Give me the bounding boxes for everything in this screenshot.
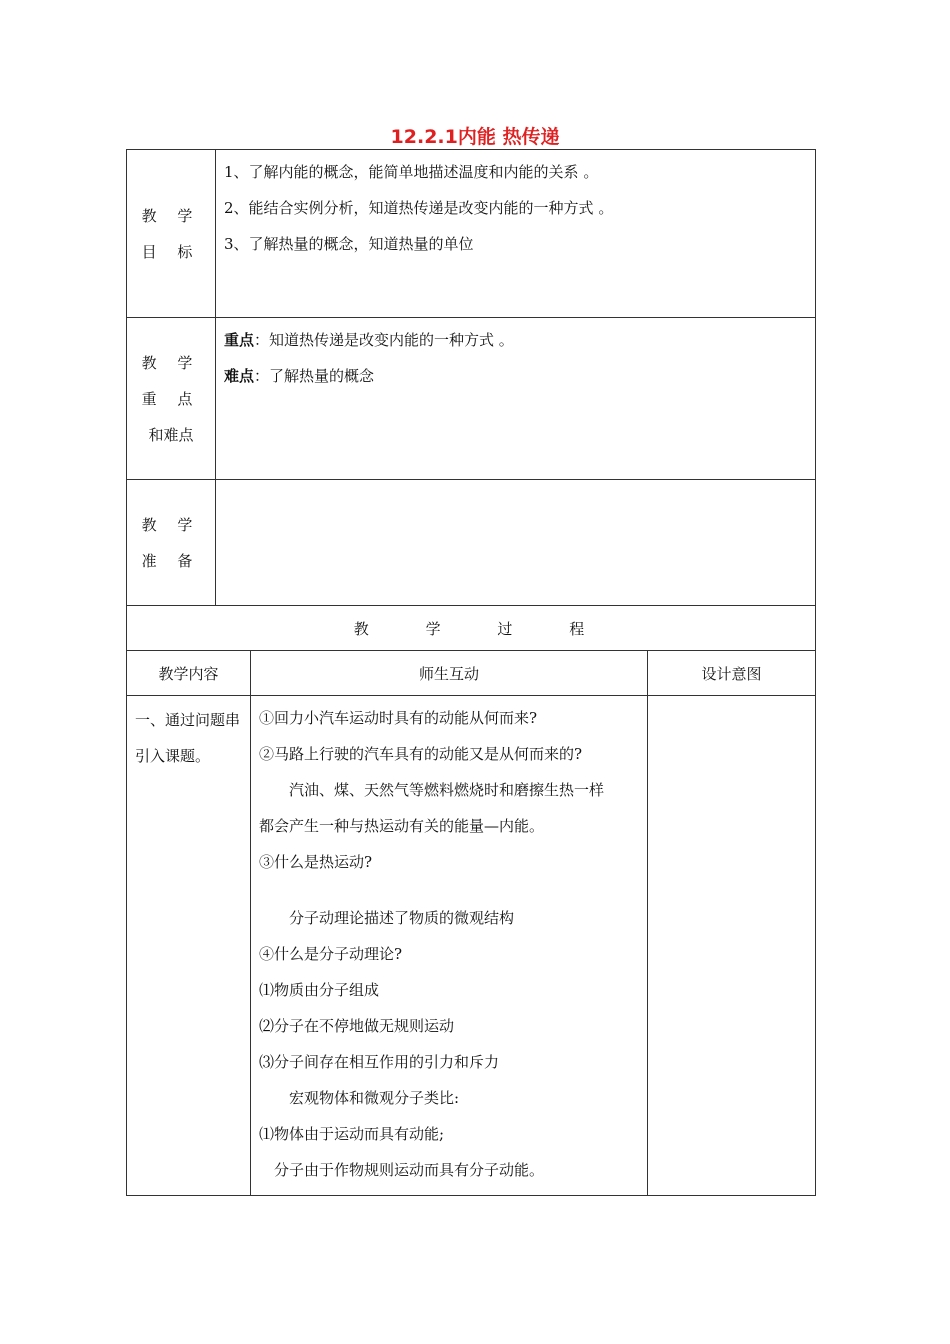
- interaction-line: ②马路上行驶的汽车具有的动能又是从何而来的?: [259, 745, 583, 763]
- process-body-row: [127, 696, 816, 1196]
- key-point-label: 重点: [224, 331, 255, 349]
- interaction-line: 都会产生一种与热运动有关的能量—内能。: [259, 817, 545, 835]
- process-title-char: 过: [497, 619, 517, 638]
- spacer: [259, 880, 639, 900]
- keypoints-content: [216, 318, 816, 480]
- prep-label-line2: 准 备: [141, 551, 201, 570]
- interaction-line: ①回力小汽车运动时具有的动能从何而来?: [259, 709, 538, 727]
- interaction-cell: [251, 696, 648, 1196]
- interaction-line: 汽油、煤、天然气等燃料燃烧时和磨擦生热一样: [289, 781, 605, 799]
- process-title-table: [126, 605, 816, 651]
- interaction-line: ⑶分子间存在相互作用的引力和斥力: [259, 1053, 500, 1071]
- process-title-char: 程: [569, 619, 589, 638]
- prep-label-line1: 教 学: [141, 515, 201, 534]
- process-title-char: 教: [353, 619, 373, 638]
- process-title: [127, 606, 816, 651]
- header-content: 教学内容: [127, 651, 251, 696]
- hard-point: [224, 358, 807, 394]
- header-interaction: 师生互动: [251, 651, 648, 696]
- keypoints-row: [127, 318, 816, 480]
- overview-table: [126, 149, 816, 606]
- interaction-line: ⑴物体由于运动而具有动能;: [259, 1125, 445, 1143]
- intent-cell: [648, 696, 816, 1196]
- interaction-line: ⑵分子在不停地做无规则运动: [259, 1017, 455, 1035]
- interaction-line: ④什么是分子动理论?: [259, 945, 403, 963]
- hard-point-text: ：了解热量的概念: [254, 367, 375, 385]
- interaction-line: 宏观物体和微观分子类比:: [289, 1089, 460, 1107]
- interaction-line: ⑴物质由分子组成: [259, 981, 380, 999]
- key-point: [224, 322, 807, 358]
- prep-label: [127, 480, 216, 606]
- process-title-char: 学: [425, 619, 445, 638]
- goals-label-line1: 教 学: [141, 206, 201, 225]
- interaction-line: ③什么是热运动?: [259, 853, 373, 871]
- goals-label: [127, 150, 216, 318]
- key-point-text: ：知道热传递是改变内能的一种方式 。: [254, 331, 514, 349]
- document-title: 12.2.1内能 热传递: [390, 126, 560, 148]
- process-table: [126, 650, 816, 1196]
- interaction-line: 分子由于作物规则运动而具有分子动能。: [274, 1161, 545, 1179]
- process-header-row: [127, 651, 816, 696]
- goal-item: 3、了解热量的概念，知道热量的单位: [224, 235, 474, 253]
- keypoints-label-line1: 教 学: [141, 353, 201, 372]
- goals-label-line2: 目 标: [141, 242, 201, 261]
- goals-row: [127, 150, 816, 318]
- content-cell: [127, 696, 251, 1196]
- interaction-line: 分子动理论描述了物质的微观结构: [289, 909, 515, 927]
- goal-item: 2、能结合实例分析，知道热传递是改变内能的一种方式 。: [224, 199, 614, 217]
- keypoints-label-line3: 和难点: [148, 425, 194, 444]
- hard-point-label: 难点: [224, 367, 255, 385]
- content-text: 一、通过问题串引入课题。: [135, 711, 241, 765]
- header-intent: 设计意图: [648, 651, 816, 696]
- prep-content: [216, 480, 816, 606]
- goals-content: [216, 150, 816, 318]
- keypoints-label-line2: 重 点: [141, 389, 201, 408]
- goal-item: 1、了解内能的概念，能简单地描述温度和内能的关系 。: [224, 163, 599, 181]
- prep-row: [127, 480, 816, 606]
- keypoints-label: [127, 318, 216, 480]
